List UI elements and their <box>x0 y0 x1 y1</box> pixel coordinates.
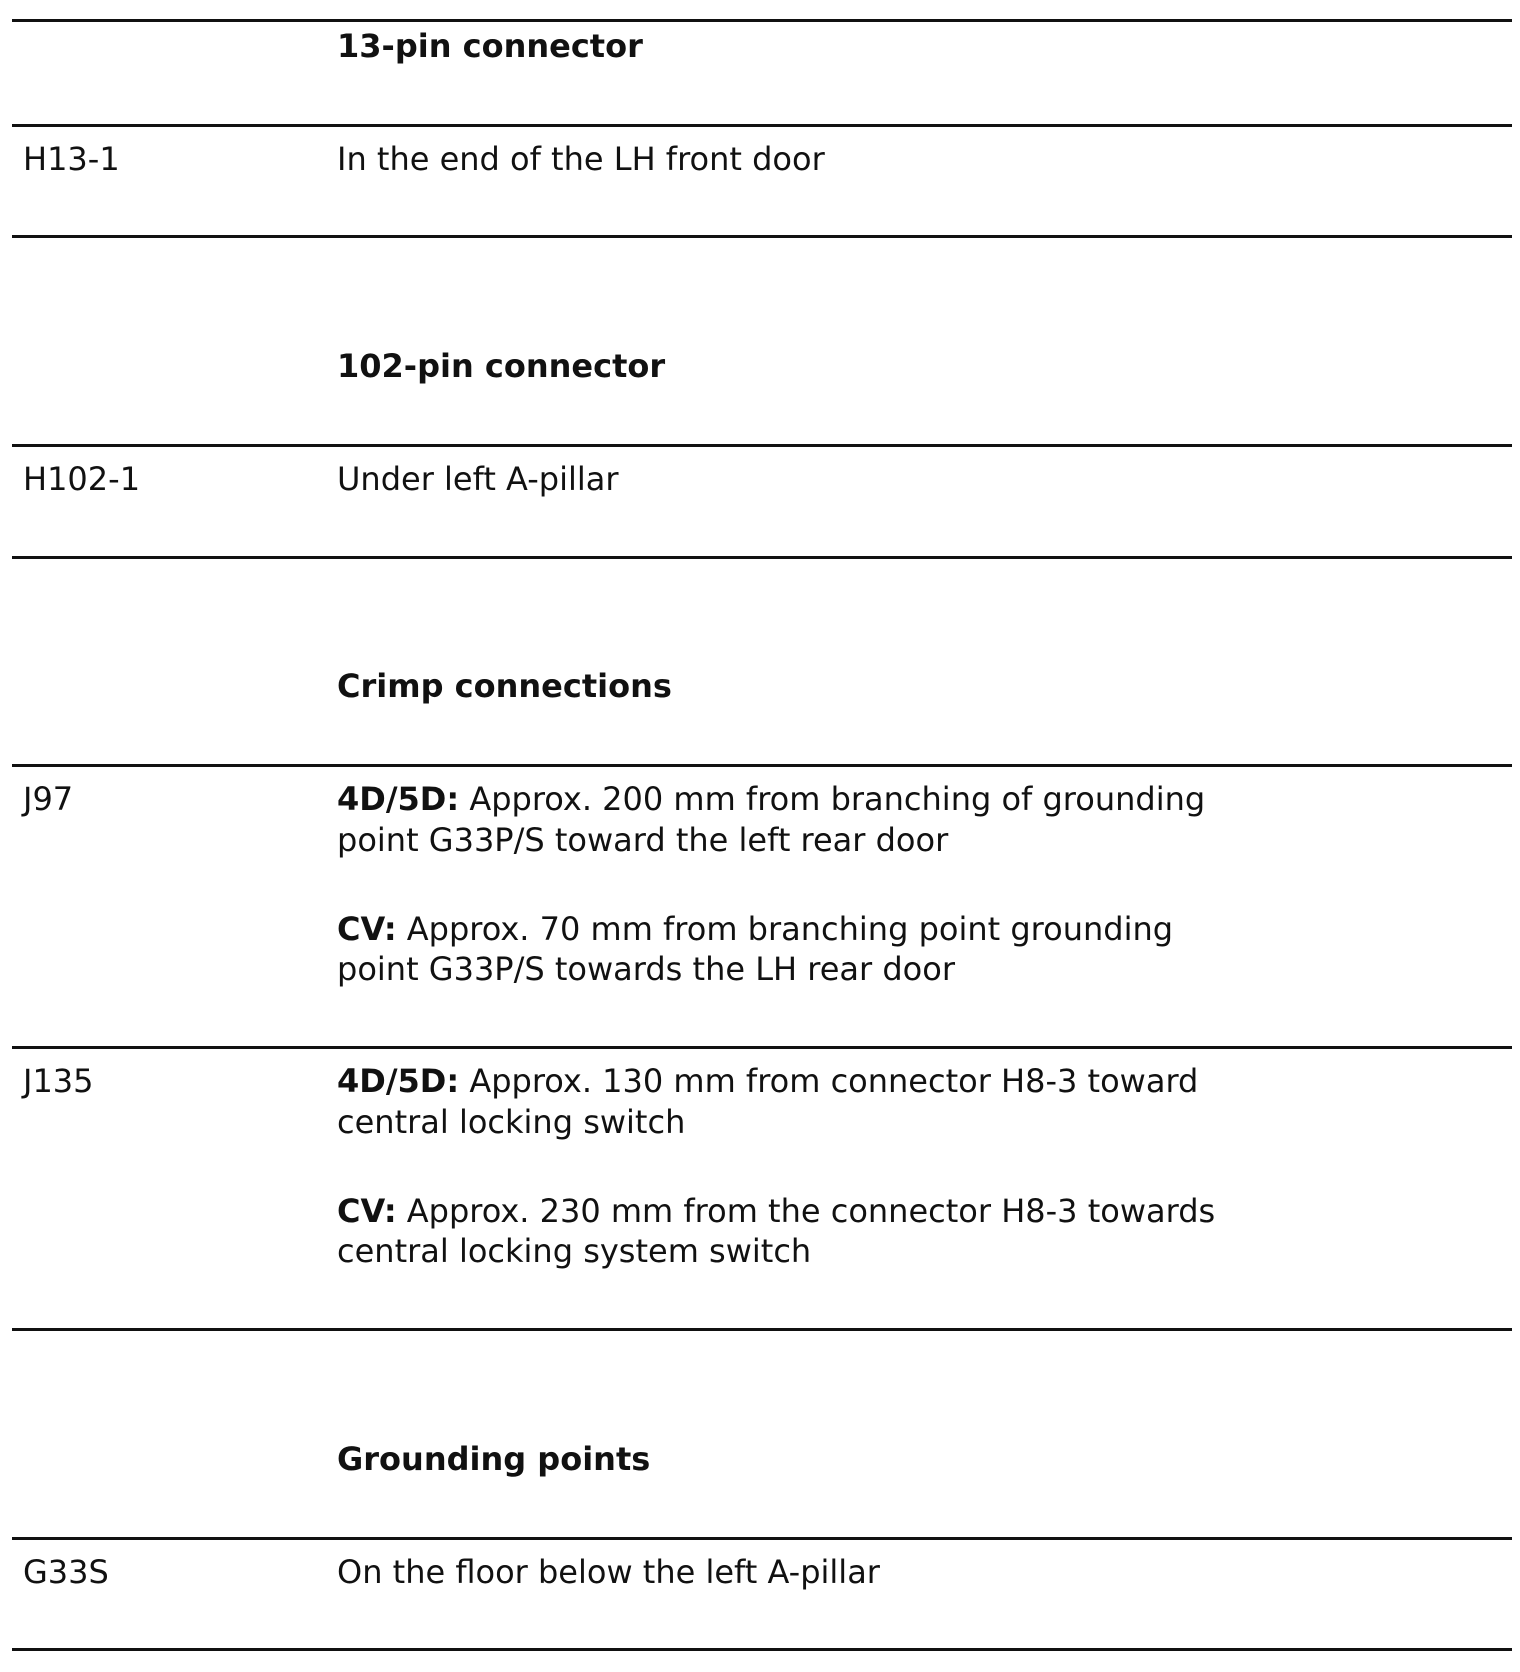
divider <box>12 1046 1512 1049</box>
section-heading-grounding: Grounding points <box>337 1440 651 1478</box>
variant-text: Approx. 200 mm from branching of grounding <box>469 780 1206 818</box>
divider <box>12 444 1512 447</box>
variant-text: Approx. 130 mm from connector H8-3 toward <box>469 1062 1199 1100</box>
crimp-code-j135: J135 <box>23 1062 94 1100</box>
crimp-j135-variant-4d5d-cont: central locking switch <box>337 1103 686 1141</box>
connector-location-h13-1: In the end of the LH front door <box>337 140 825 178</box>
variant-label: 4D/5D: <box>337 780 460 818</box>
variant-label: CV: <box>337 1192 397 1230</box>
crimp-j135-variant-4d5d <box>337 1061 1198 1102</box>
crimp-j135-variant-cv <box>337 1191 1215 1232</box>
section-heading-crimp: Crimp connections <box>337 667 672 705</box>
divider <box>12 1328 1512 1331</box>
variant-label: CV: <box>337 910 397 948</box>
divider <box>12 1648 1512 1651</box>
crimp-code-j97: J97 <box>23 780 74 818</box>
grounding-location-g33s: On the floor below the left A-pillar <box>337 1553 880 1591</box>
crimp-j97-variant-4d5d <box>337 779 1205 820</box>
crimp-j97-variant-cv <box>337 909 1173 950</box>
divider <box>12 1537 1512 1540</box>
section-heading-13-pin: 13-pin connector <box>337 27 643 65</box>
crimp-j97-variant-4d5d-cont: point G33P/S toward the left rear door <box>337 821 949 859</box>
section-heading-102-pin: 102-pin connector <box>337 347 666 385</box>
variant-text: Approx. 70 mm from branching point grounding <box>406 910 1174 948</box>
variant-text: Approx. 230 mm from the connector H8-3 towards <box>406 1192 1216 1230</box>
crimp-j97-variant-cv-cont: point G33P/S towards the LH rear door <box>337 950 955 988</box>
connector-code-h102-1: H102-1 <box>23 460 141 498</box>
divider <box>12 556 1512 559</box>
divider <box>12 235 1512 238</box>
divider <box>12 124 1512 127</box>
crimp-j135-variant-cv-cont: central locking system switch <box>337 1232 812 1270</box>
connector-code-h13-1: H13-1 <box>23 140 120 178</box>
grounding-code-g33s: G33S <box>23 1553 109 1591</box>
variant-label: 4D/5D: <box>337 1062 460 1100</box>
connector-location-h102-1: Under left A-pillar <box>337 460 619 498</box>
divider <box>12 19 1512 22</box>
divider <box>12 764 1512 767</box>
